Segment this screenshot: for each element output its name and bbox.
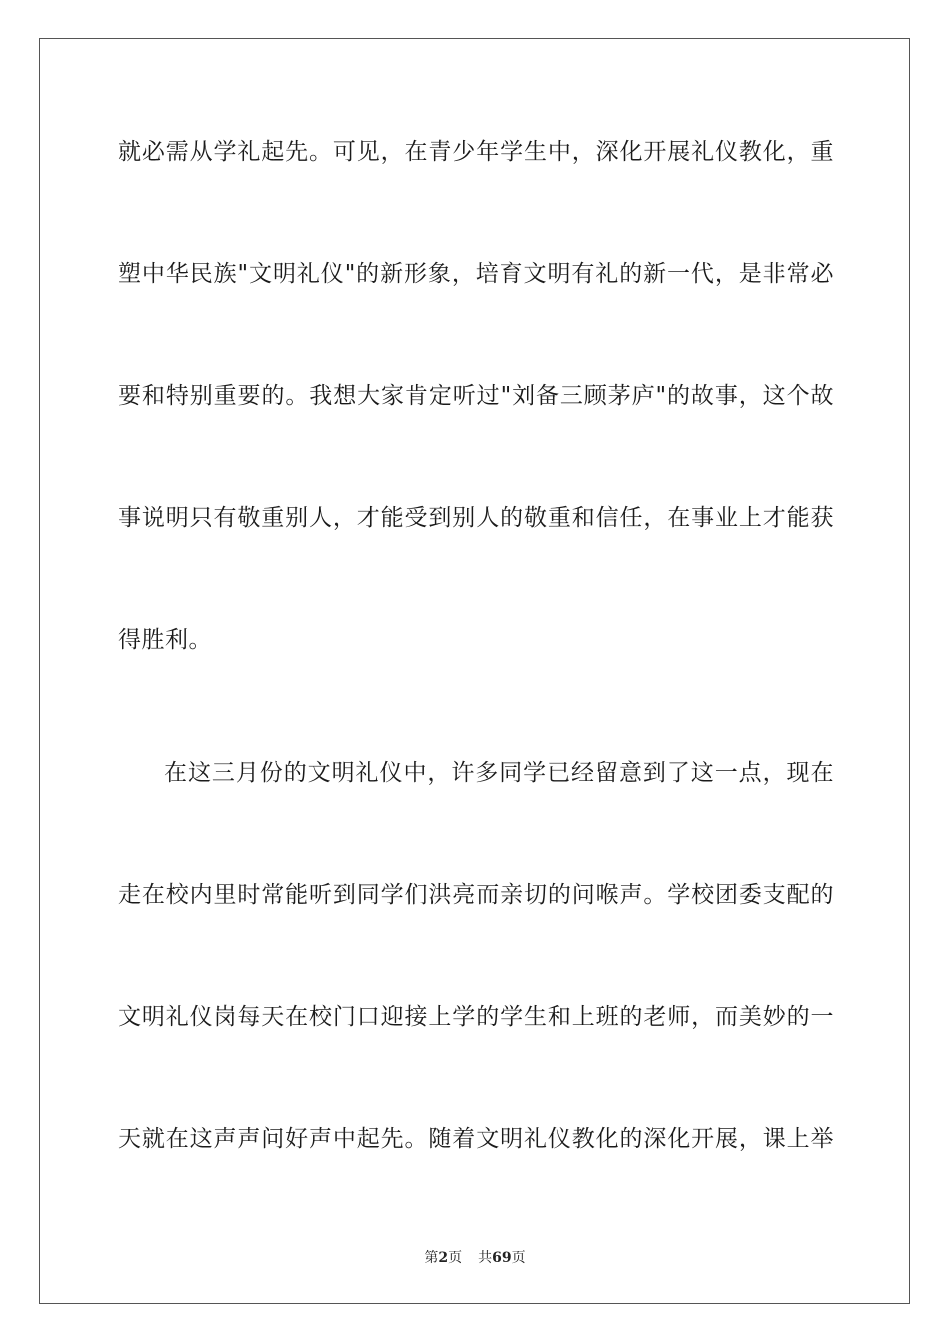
total-prefix: 共 bbox=[478, 1250, 493, 1266]
body-line-2: 塑中华民族"文明礼仪"的新形象，培育文明有礼的新一代，是非常必 bbox=[118, 261, 834, 287]
body-line-7: 走在校内里时常能听到同学们洪亮而亲切的问喉声。学校团委支配的 bbox=[118, 882, 834, 908]
page-border bbox=[39, 38, 910, 1304]
page-number: 2 bbox=[438, 1250, 449, 1266]
page-footer bbox=[0, 1247, 950, 1267]
total-suffix: 页 bbox=[511, 1250, 526, 1266]
body-line-9: 天就在这声声问好声中起先。随着文明礼仪教化的深化开展，课上举 bbox=[118, 1126, 834, 1152]
body-line-8: 文明礼仪岗每天在校门口迎接上学的学生和上班的老师，而美妙的一 bbox=[118, 1004, 834, 1030]
page-suffix: 页 bbox=[448, 1250, 463, 1266]
page-prefix: 第 bbox=[424, 1250, 439, 1266]
body-line-1: 就必需从学礼起先。可见，在青少年学生中，深化开展礼仪教化，重 bbox=[118, 139, 834, 165]
total-pages: 69 bbox=[492, 1250, 512, 1266]
body-line-6: 在这三月份的文明礼仪中，许多同学已经留意到了这一点，现在 bbox=[164, 760, 834, 786]
body-line-4: 事说明只有敬重别人，才能受到别人的敬重和信任，在事业上才能获 bbox=[118, 505, 834, 531]
body-line-5: 得胜利。 bbox=[118, 627, 212, 653]
body-line-3: 要和特别重要的。我想大家肯定听过"刘备三顾茅庐"的故事，这个故 bbox=[118, 383, 834, 409]
